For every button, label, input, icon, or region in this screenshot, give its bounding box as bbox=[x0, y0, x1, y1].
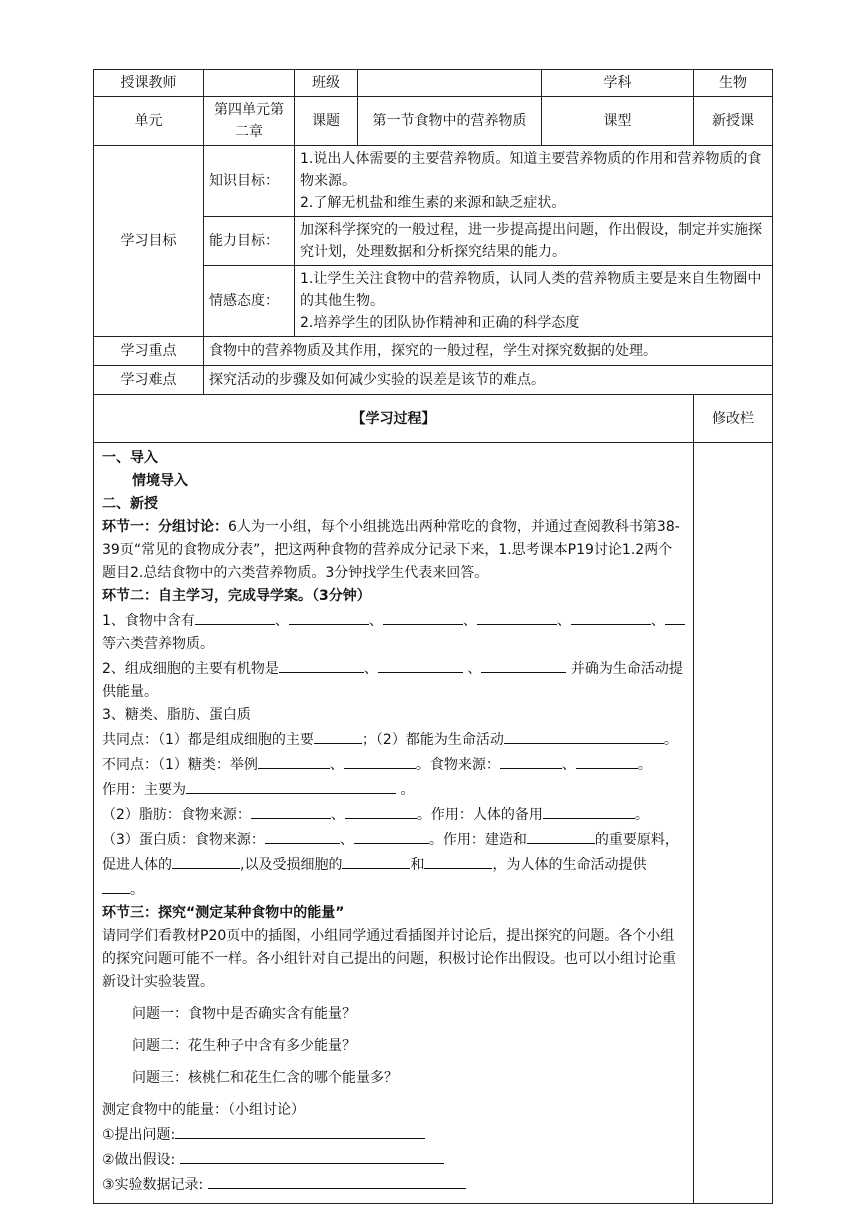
knowledge-text bbox=[295, 146, 773, 217]
inquiry-question-2: 问题二：花生种子中含有多少能量？ bbox=[132, 1038, 356, 1054]
link1-text: 6人为一小组，每个小组挑选出两种常吃的食物，并通过查阅教科书第38-39页“常见的食物成分表”，把这两种食物的营养成分记录下来，1.思考课本P19讨论1.2两个题目2.总结食物中的六类营养物质。3分钟找学生代表来回答。 bbox=[102, 519, 680, 581]
blank[interactable] bbox=[354, 827, 429, 844]
blank[interactable] bbox=[665, 608, 677, 625]
step-1 bbox=[102, 1122, 685, 1147]
diff-b: 。食物来源： bbox=[415, 757, 500, 773]
emotion-item-1: 1.让学生关注食物中的营养物质，认同人类的营养物质主要是来自生物圈中的其他生物。 bbox=[300, 271, 762, 309]
blank[interactable] bbox=[208, 1172, 466, 1189]
pro-a: （3）蛋白质：食物来源： bbox=[102, 832, 265, 848]
link2-title: 环节二：自主学习，完成导学案。（3分钟） bbox=[102, 588, 371, 604]
topic-value: 第一节食物中的营养物质 bbox=[358, 97, 542, 146]
revision-label: 修改栏 bbox=[694, 395, 773, 443]
step-3 bbox=[102, 1172, 685, 1197]
step-2 bbox=[102, 1147, 685, 1172]
question-3: 3、糖类、脂肪、蛋白质 bbox=[102, 707, 251, 723]
measure-title: 测定食物中的能量：（小组讨论） bbox=[102, 1102, 305, 1118]
blank[interactable] bbox=[477, 608, 557, 625]
step1-label: ①提出问题: bbox=[102, 1127, 176, 1143]
link1-title: 环节一：分组讨论： bbox=[102, 519, 228, 535]
class-value bbox=[358, 70, 542, 97]
inquiry-question-1: 问题一：食物中是否确实含有能量？ bbox=[132, 1006, 356, 1022]
blank[interactable] bbox=[504, 727, 664, 744]
inquiry-question-3: 问题三：核桃仁和花生仁含的哪个能量多？ bbox=[132, 1070, 398, 1086]
blank[interactable] bbox=[345, 802, 417, 819]
q2-suffix: 并确为生命活动提供能量。 bbox=[102, 661, 683, 700]
teacher-label: 授课教师 bbox=[94, 70, 204, 97]
blank[interactable] bbox=[186, 777, 396, 794]
blank[interactable] bbox=[102, 877, 130, 894]
knowledge-item-1: 1.说出人体需要的主要营养物质。知道主要营养物质的作用和营养物质的食物来源。 bbox=[300, 151, 762, 189]
blank[interactable] bbox=[378, 656, 463, 673]
teacher-value bbox=[204, 70, 295, 97]
blank[interactable] bbox=[342, 852, 410, 869]
process-title: 【学习过程】 bbox=[94, 395, 694, 443]
objective-knowledge-row bbox=[94, 146, 773, 217]
key-points-label: 学习重点 bbox=[94, 337, 204, 366]
ability-label: 能力目标： bbox=[204, 217, 295, 266]
unit-label: 单元 bbox=[94, 97, 204, 146]
knowledge-item-2: 2.了解无机盐和维生素的来源和缺乏症状。 bbox=[300, 195, 566, 211]
link1-paragraph bbox=[102, 516, 685, 585]
blank[interactable] bbox=[527, 827, 595, 844]
blank[interactable] bbox=[180, 1147, 444, 1164]
blank[interactable] bbox=[175, 1122, 425, 1139]
emotion-label: 情感态度： bbox=[204, 266, 295, 337]
difficulties-label: 学习难点 bbox=[94, 366, 204, 395]
protein-line-1: （3）蛋白质：食物来源： 、 。作用：建造和 的重要原料， bbox=[102, 827, 685, 852]
header-row-1 bbox=[94, 70, 773, 97]
key-points-text: 食物中的营养物质及其作用，探究的一般过程，学生对探究数据的处理。 bbox=[204, 337, 773, 366]
blank[interactable] bbox=[265, 827, 340, 844]
step3-label: ③实验数据记录: bbox=[102, 1177, 204, 1193]
blank[interactable] bbox=[576, 752, 638, 769]
key-points-row bbox=[94, 337, 773, 366]
common-b: ；（2）都能为生命活动 bbox=[361, 732, 504, 748]
link3-text: 请同学们看教材P20页中的插图，小组同学通过看插图并讨论后，提出探究的问题。各个小组的探究问题可能不一样。各小组针对自己提出的问题，积极讨论作出假设。也可以小组讨论重新设计实验装置。 bbox=[102, 928, 676, 990]
blank[interactable] bbox=[314, 727, 362, 744]
blank[interactable] bbox=[258, 752, 330, 769]
pro-c: 的重要原料， bbox=[594, 832, 679, 848]
difficulties-row bbox=[94, 366, 773, 395]
fat-a: （2）脂肪：食物来源： bbox=[102, 807, 251, 823]
q1-suffix: 等六类营养物质。 bbox=[102, 636, 214, 652]
step2-label: ②做出假设: bbox=[102, 1152, 176, 1168]
protein-line-3: 。 bbox=[102, 877, 685, 902]
diff-a: 不同点：（1）糖类：举例 bbox=[102, 757, 258, 773]
blank[interactable] bbox=[500, 752, 562, 769]
difficulties-text: 探究活动的步骤及如何减少实验的误差是该节的难点。 bbox=[204, 366, 773, 395]
link3-title: 环节三：探究“测定某种食物中的能量” bbox=[102, 905, 345, 921]
section-intro: 一、导入 bbox=[102, 450, 158, 466]
revision-column[interactable] bbox=[694, 443, 773, 1204]
question-2: 2、组成细胞的主要有机物是 、 、 并确为生命活动提供能量。 bbox=[102, 656, 685, 704]
subject-value: 生物 bbox=[694, 70, 773, 97]
function-line: 作用：主要为 。 bbox=[102, 777, 685, 802]
header-row-2 bbox=[94, 97, 773, 146]
process-content bbox=[94, 443, 694, 1204]
unit-value: 第四单元第二章 bbox=[204, 97, 295, 146]
fat-b: 。作用：人体的备用 bbox=[416, 807, 543, 823]
type-value: 新授课 bbox=[694, 97, 773, 146]
question-1: 1、食物中含有 、 、 、 、 、等六类营养物质。 bbox=[102, 608, 685, 656]
blank[interactable] bbox=[251, 802, 331, 819]
section-new: 二、新授 bbox=[102, 496, 158, 512]
knowledge-label: 知识目标： bbox=[204, 146, 295, 217]
pro-b: 。作用：建造和 bbox=[428, 832, 527, 848]
blank[interactable] bbox=[344, 752, 416, 769]
section-intro-sub: 情境导入 bbox=[132, 473, 188, 489]
blank[interactable] bbox=[543, 802, 635, 819]
objectives-label: 学习目标 bbox=[94, 146, 204, 337]
pro-d: 促进人体的 bbox=[102, 857, 172, 873]
q2-prefix: 2、组成细胞的主要有机物是 bbox=[102, 661, 279, 677]
emotion-text bbox=[295, 266, 773, 337]
blank[interactable] bbox=[172, 852, 240, 869]
blank[interactable] bbox=[383, 608, 463, 625]
subject-label: 学科 bbox=[542, 70, 694, 97]
common-a: 共同点：（1）都是组成细胞的主要 bbox=[102, 732, 314, 748]
emotion-item-2: 2.培养学生的团队协作精神和正确的科学态度 bbox=[300, 315, 580, 331]
fat-line: （2）脂肪：食物来源： 、 。作用：人体的备用 。 bbox=[102, 802, 685, 827]
func-a: 作用：主要为 bbox=[102, 782, 186, 798]
class-label: 班级 bbox=[295, 70, 358, 97]
lesson-plan-table bbox=[93, 69, 773, 1204]
q1-prefix: 1、食物中含有 bbox=[102, 613, 195, 629]
blank[interactable] bbox=[195, 608, 275, 625]
blank[interactable] bbox=[424, 852, 492, 869]
type-label: 课型 bbox=[542, 97, 694, 146]
topic-label: 课题 bbox=[295, 97, 358, 146]
pro-g: ，为人体的生命活动提供 bbox=[492, 857, 647, 873]
process-body-row bbox=[94, 443, 773, 1204]
protein-line-2 bbox=[102, 852, 685, 877]
blank[interactable] bbox=[677, 608, 685, 625]
pro-e: ,以及受损细胞的 bbox=[240, 857, 343, 873]
diff-points: 不同点：（1）糖类：举例 、 。食物来源： 、 。 bbox=[102, 752, 685, 777]
common-points: 共同点：（1）都是组成细胞的主要 ；（2）都能为生命活动 。 bbox=[102, 727, 685, 752]
blank[interactable] bbox=[571, 608, 651, 625]
blank[interactable] bbox=[481, 656, 566, 673]
pro-f: 和 bbox=[410, 857, 425, 873]
process-header-row bbox=[94, 395, 773, 443]
ability-text: 加深科学探究的一般过程，进一步提高提出问题，作出假设，制定并实施探究计划，处理数据和分析探究结果的能力。 bbox=[295, 217, 773, 266]
blank[interactable] bbox=[279, 656, 364, 673]
blank[interactable] bbox=[289, 608, 369, 625]
